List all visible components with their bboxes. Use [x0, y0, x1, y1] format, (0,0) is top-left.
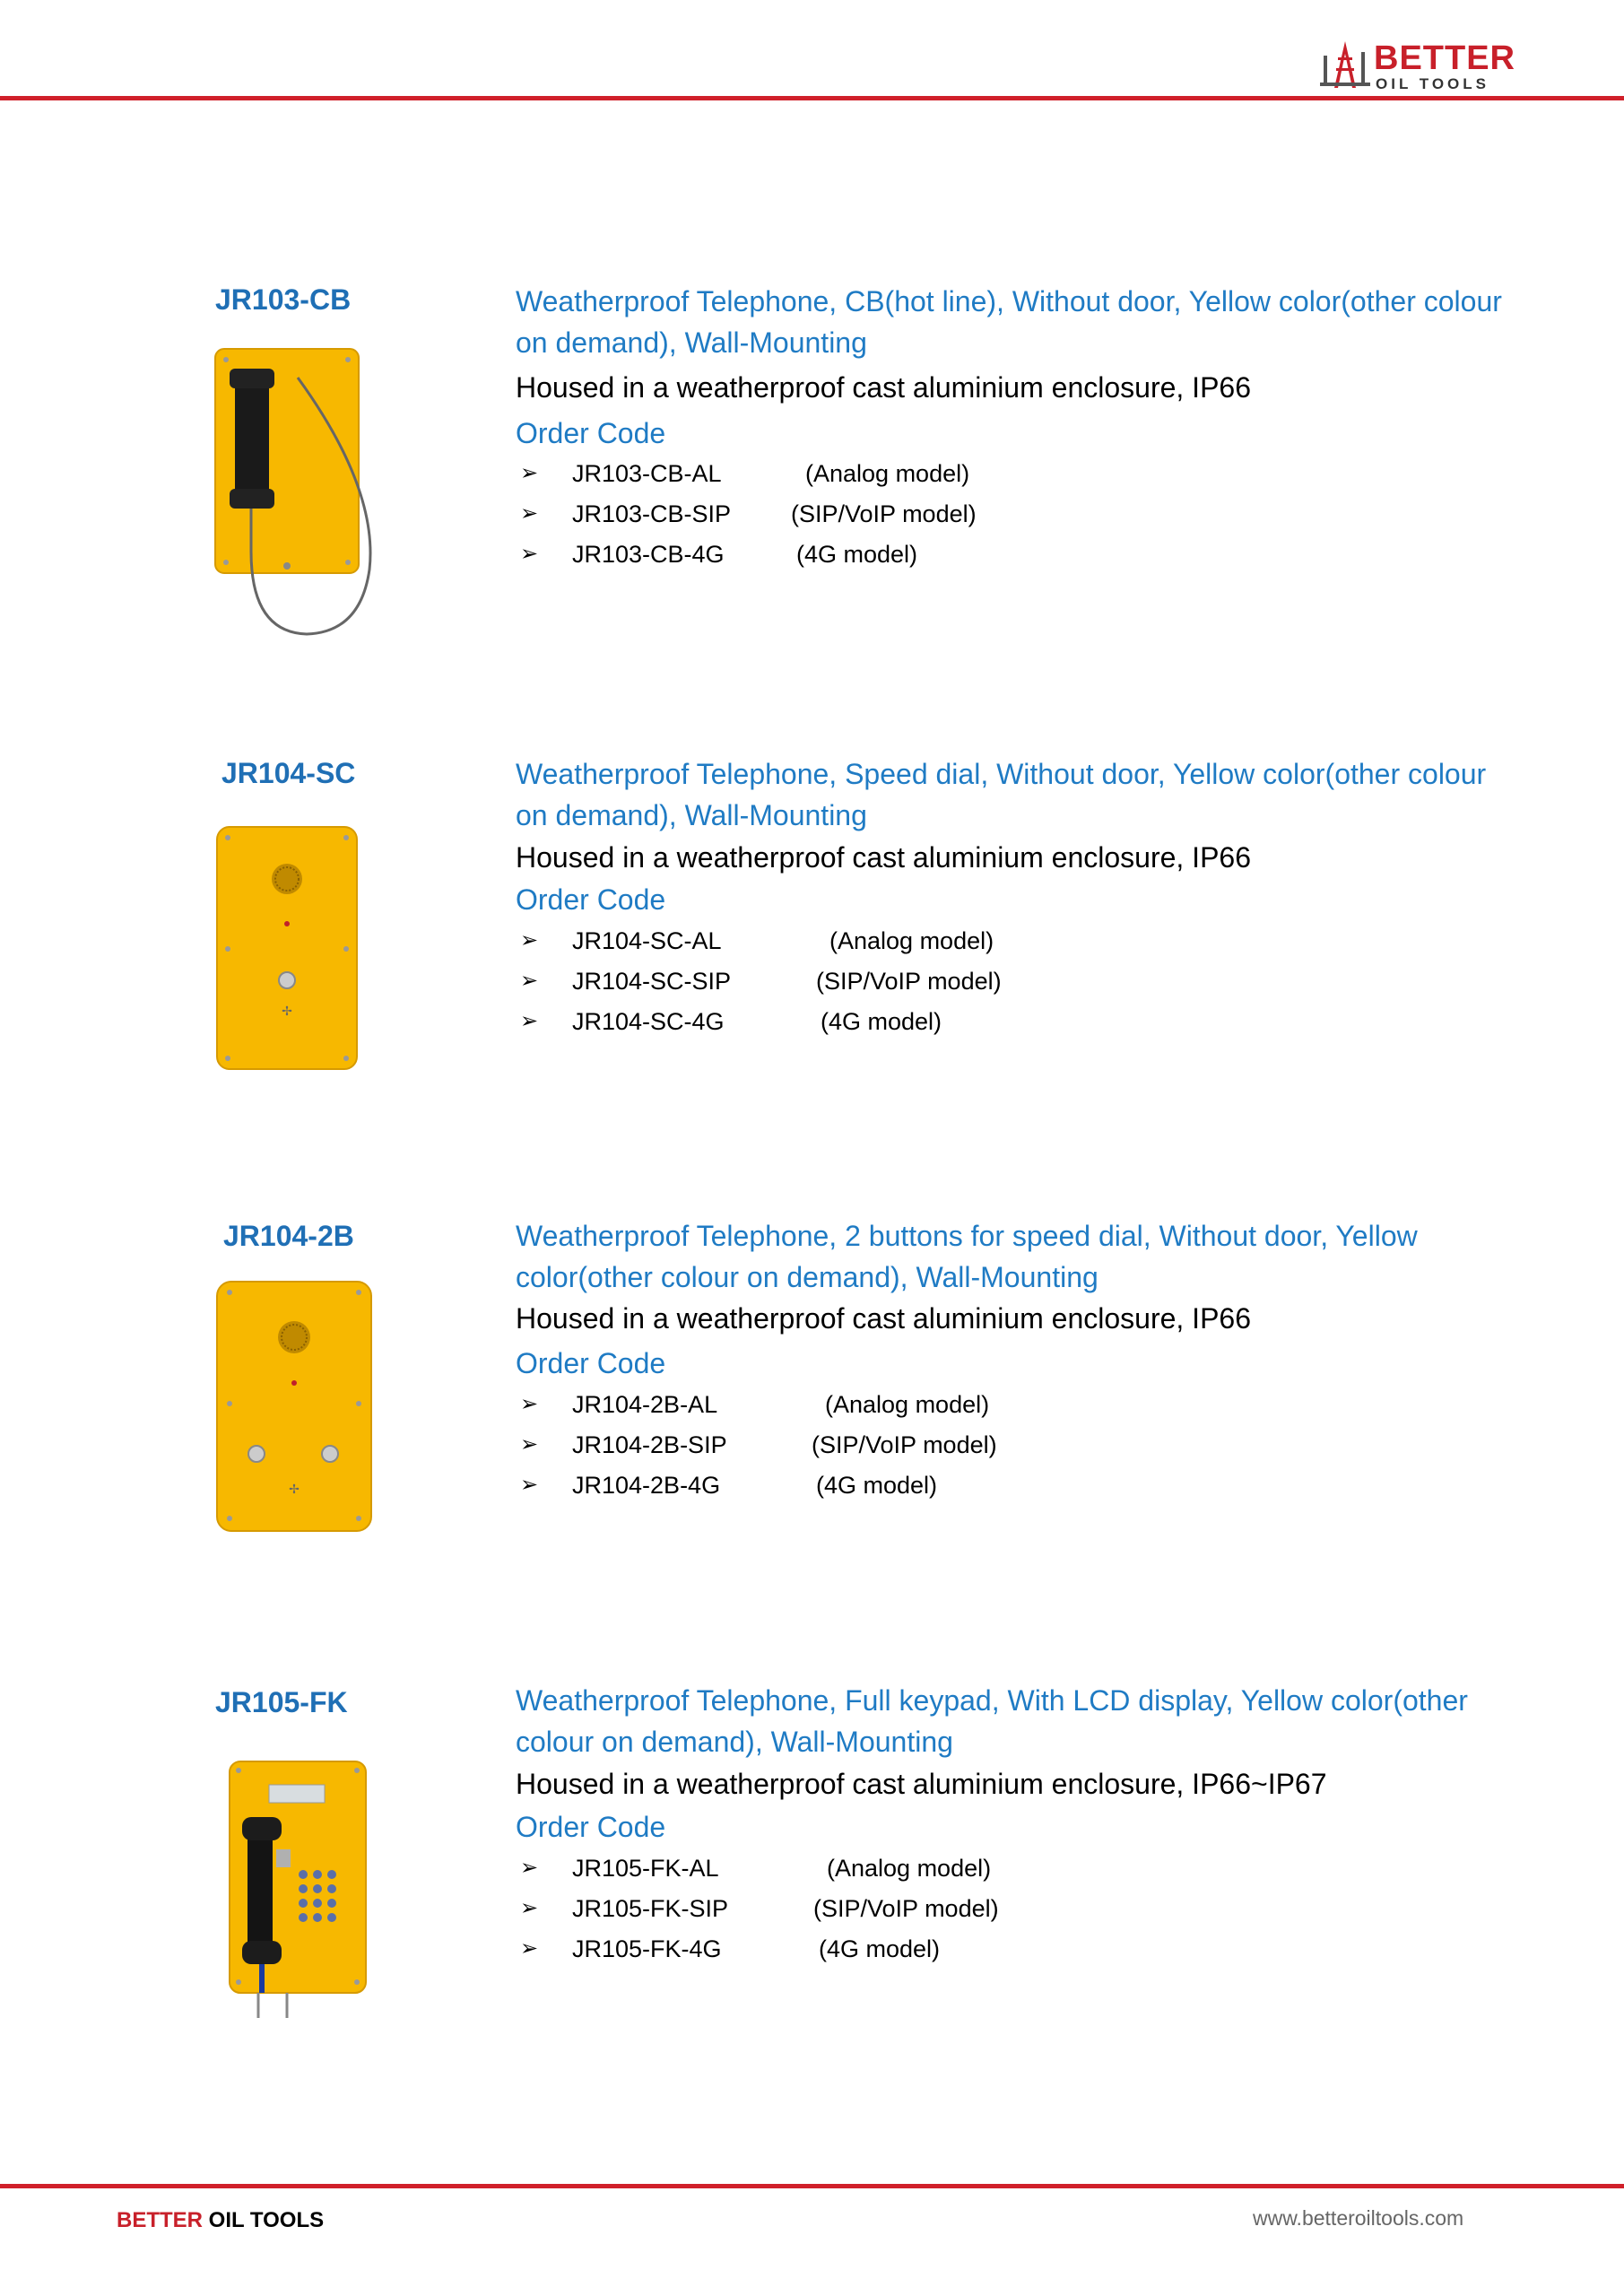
order-code-heading: Order Code	[516, 883, 666, 916]
product-title: Weatherproof Telephone, 2 buttons for speed dial, Without door, Yellow color(other colour on demand), Wall-Mounting	[516, 1220, 1418, 1293]
bullet-arrow-icon: ➢	[520, 1392, 539, 1416]
product-description: Housed in a weatherproof cast aluminium enclosure, IP66~IP67	[516, 1768, 1327, 1800]
phone-jr104-2b-image	[213, 1278, 375, 1543]
phone-jr104-sc-image	[213, 823, 361, 1083]
order-item-model: (4G model)	[821, 1008, 942, 1035]
brand-logo	[1318, 38, 1515, 92]
order-item-code: JR103-CB-4G	[572, 541, 725, 568]
bullet-arrow-icon: ➢	[520, 928, 539, 952]
svg-text:✢: ✢	[289, 1483, 300, 1497]
order-item-model: (Analog model)	[825, 1391, 990, 1418]
order-item-model: (4G model)	[796, 541, 918, 568]
bullet-arrow-icon: ➢	[520, 969, 539, 993]
order-item-code: JR104-SC-SIP	[572, 968, 732, 995]
order-item-code: JR103-CB-AL	[572, 460, 722, 487]
bullet-arrow-icon: ➢	[520, 1009, 539, 1033]
order-item	[520, 1431, 1327, 1467]
order-item	[520, 927, 1327, 963]
footer-brand-black: OIL TOOLS	[208, 2208, 325, 2232]
product-title: Weatherproof Telephone, Full keypad, With LCD display, Yellow color(other colour on demand), Wall-Mounting	[516, 1684, 1468, 1758]
order-code-heading: Order Code	[516, 1347, 666, 1379]
footer-brand	[117, 2208, 324, 2233]
order-item	[520, 968, 1327, 1004]
order-code-heading: Order Code	[516, 1811, 666, 1843]
bullet-arrow-icon: ➢	[520, 1936, 539, 1961]
order-item-code: JR104-2B-SIP	[572, 1431, 727, 1458]
order-item-model: (Analog model)	[829, 927, 994, 954]
product-code: JR104-SC	[221, 757, 356, 789]
product-description: Housed in a weatherproof cast aluminium enclosure, IP66	[516, 1302, 1251, 1335]
phone-jr105-fk-image	[224, 1758, 372, 2022]
order-item	[520, 1391, 1327, 1427]
footer-website-link[interactable]: www.betteroiltools.com	[1253, 2206, 1464, 2230]
order-item	[520, 1472, 1327, 1508]
order-item	[520, 1008, 1327, 1044]
order-item-model: (Analog model)	[827, 1855, 992, 1882]
order-item	[520, 1855, 1327, 1891]
order-item-code: JR103-CB-SIP	[572, 500, 732, 527]
order-item-model: (4G model)	[816, 1472, 938, 1499]
phone-jr103-cb-image	[208, 345, 387, 650]
bullet-arrow-icon: ➢	[520, 1896, 539, 1920]
order-item-code: JR105-FK-AL	[572, 1855, 719, 1882]
order-item-model: (Analog model)	[805, 460, 970, 487]
order-item-code: JR105-FK-4G	[572, 1935, 722, 1962]
product-title: Weatherproof Telephone, CB(hot line), Without door, Yellow color(other colour on demand), Wall-Mounting	[516, 285, 1502, 359]
product-description: Housed in a weatherproof cast aluminium enclosure, IP66	[516, 371, 1251, 404]
bullet-arrow-icon: ➢	[520, 461, 539, 485]
header-rule	[0, 96, 1624, 100]
product-code: JR104-2B	[223, 1220, 354, 1252]
order-item-model: (SIP/VoIP model)	[812, 1431, 997, 1458]
order-item	[520, 460, 1327, 496]
product-code: JR105-FK	[215, 1686, 348, 1718]
bullet-arrow-icon: ➢	[520, 1856, 539, 1880]
order-item-code: JR105-FK-SIP	[572, 1895, 729, 1922]
order-code-heading: Order Code	[516, 417, 666, 449]
derrick-logo-icon	[1318, 38, 1372, 91]
order-item-code: JR104-SC-4G	[572, 1008, 725, 1035]
order-item-model: (SIP/VoIP model)	[816, 968, 1002, 995]
product-title: Weatherproof Telephone, Speed dial, Without door, Yellow color(other colour on demand), Wall-Mounting	[516, 758, 1487, 831]
order-item-code: JR104-SC-AL	[572, 927, 722, 954]
bullet-arrow-icon: ➢	[520, 1432, 539, 1457]
order-item-code: JR104-2B-4G	[572, 1472, 721, 1499]
svg-text:✢: ✢	[282, 1004, 292, 1019]
order-item	[520, 1935, 1327, 1971]
order-item-model: (SIP/VoIP model)	[813, 1895, 999, 1922]
product-description: Housed in a weatherproof cast aluminium enclosure, IP66	[516, 841, 1251, 874]
order-item-model: (4G model)	[819, 1935, 941, 1962]
logo-subtitle: OIL TOOLS	[1376, 75, 1489, 92]
logo-wordmark: BETTER	[1374, 39, 1515, 77]
order-item-code: JR104-2B-AL	[572, 1391, 718, 1418]
bullet-arrow-icon: ➢	[520, 542, 539, 566]
order-item	[520, 1895, 1327, 1931]
product-code: JR103-CB	[215, 283, 352, 316]
order-item	[520, 541, 1327, 577]
bullet-arrow-icon: ➢	[520, 501, 539, 526]
order-item	[520, 500, 1327, 536]
bullet-arrow-icon: ➢	[520, 1473, 539, 1497]
footer-rule	[0, 2184, 1624, 2188]
order-item-model: (SIP/VoIP model)	[791, 500, 977, 527]
footer-brand-red: BETTER	[117, 2208, 203, 2232]
